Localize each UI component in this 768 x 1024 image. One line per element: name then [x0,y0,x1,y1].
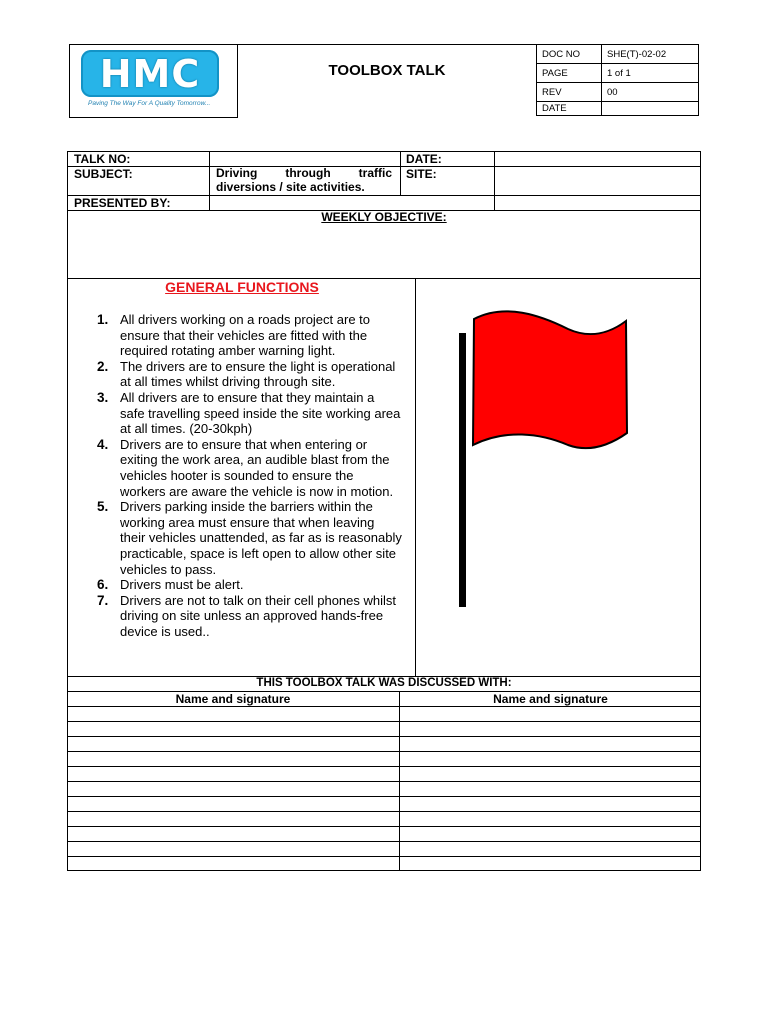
divider [400,151,401,195]
subject-value: Driving through traffic diversions / site activities. [216,166,392,194]
flag-pole [459,333,466,607]
title-box [238,44,536,120]
meta-row [537,83,699,102]
presented-by-label: PRESENTED BY: [74,196,171,210]
divider [67,811,701,812]
item-text: All drivers working on a roads project are to ensure that their vehicles are fitted with the required rotating amber warning light. [120,312,371,359]
name-signature-header: Name and signature [493,692,608,706]
list-item [92,359,402,390]
item-number: 3. [97,389,109,405]
discussion-title: THIS TOOLBOX TALK WAS DISCUSSED WITH: [256,677,512,689]
divider [67,751,701,752]
meta-value[interactable] [602,102,699,116]
general-functions-heading: GENERAL FUNCTIONS [165,279,319,295]
flag-cloth [473,311,627,448]
divider [67,736,701,737]
divider [67,856,701,857]
item-number: 4. [97,436,109,452]
weekly-objective-label: WEEKLY OBJECTIVE: [321,210,447,224]
list-item [92,499,402,577]
divider [67,781,701,782]
divider [67,766,701,767]
item-text: Drivers are to ensure that when entering or exiting the work area, an audible blast from the vehicles hooter is sounded to ensure the workers are aware the vehicle is now in motion. [120,436,394,499]
item-text: Drivers parking inside the barriers within the working area must ensure that when leaving their vehicles unattended, as far as is reasonably practicable, space is left open to allow other site vehicles to pass. [120,499,402,577]
item-text: Drivers are not to talk on their cell phones whilst driving on site unless an approved hands-free device is used.. [120,592,397,639]
meta-key: DOC NO [537,45,602,64]
logo-tagline: Paving The Way For A Quality Tomorrow... [88,100,211,107]
list-item [92,593,402,640]
red-flag-icon [450,305,640,615]
meta-value: 1 of 1 [602,64,699,83]
item-text: The drivers are to ensure the light is operational at all times whilst driving through site. [120,358,396,390]
date-label: DATE: [406,152,442,166]
divider [67,826,701,827]
divider [67,706,701,707]
divider [494,151,495,210]
list-item [92,312,402,359]
subject-label: SUBJECT: [74,167,133,181]
meta-row [537,64,699,83]
divider [67,841,701,842]
meta-key: PAGE [537,64,602,83]
list-item [92,390,402,437]
divider [209,151,210,210]
divider [399,691,400,871]
divider [415,278,416,676]
item-number: 7. [97,592,109,608]
item-text: Drivers must be alert. [120,577,244,593]
name-signature-header: Name and signature [175,692,291,706]
meta-row [537,102,699,116]
meta-key: REV [537,83,602,102]
item-number: 1. [97,312,109,327]
document-title: TOOLBOX TALK [328,62,446,79]
meta-row [537,45,699,64]
general-functions-list [92,312,402,639]
talk-no-label: TALK NO: [74,152,131,166]
list-item [92,437,402,499]
site-label: SITE: [406,167,437,181]
item-number: 2. [97,358,109,374]
logo-text: HMC [99,51,201,96]
document-meta-table [536,44,699,116]
list-item [92,577,402,593]
divider [67,796,701,797]
meta-value: 00 [602,83,699,102]
meta-value: SHE(T)-02-02 [602,45,699,64]
item-number: 5. [97,499,109,515]
item-text: All drivers are to ensure that they maintain a safe travelling speed inside the site working area at all times. (20-30kph) [120,389,401,437]
meta-key: DATE [537,102,602,116]
divider [67,721,701,722]
hmc-logo [81,50,219,97]
item-number: 6. [97,577,109,593]
